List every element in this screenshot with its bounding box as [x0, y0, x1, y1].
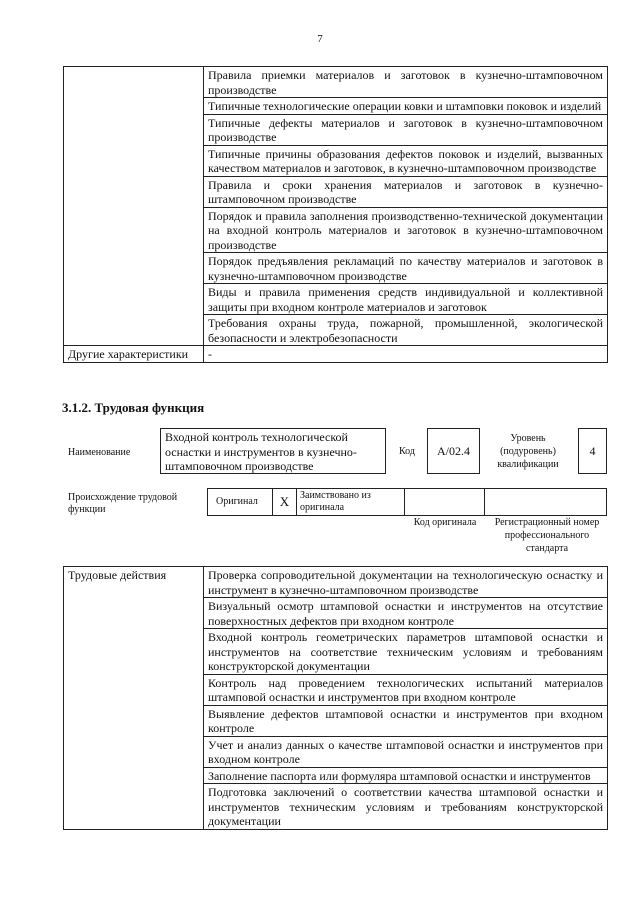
function-name-box	[160, 428, 386, 474]
labor-action-item: Визуальный осмотр штамповой оснастки и инструментов на отсутствие поверхностных дефектов при входном контроле	[204, 598, 608, 629]
borrowed-cell	[296, 488, 405, 516]
knowledge-label-cell	[64, 67, 204, 346]
table-row	[64, 67, 608, 98]
labor-action-item: Контроль над проведением технологических испытаний материалов штамповой оснастки и инструментов при входном контроле	[204, 674, 608, 705]
original-label: Оригинал	[216, 496, 258, 507]
labor-action-item: Заполнение паспорта или формуляра штамповой оснастки и инструментов	[204, 767, 608, 784]
knowledge-item: Типичные технологические операции ковки и штамповки поковок и изделий	[204, 98, 608, 115]
other-characteristics-value: -	[204, 346, 608, 363]
table-row	[64, 567, 608, 598]
knowledge-item: Правила и сроки хранения материалов и заготовок в кузнечно-штамповочном производстве	[204, 176, 608, 207]
level-label: Уровень (подуровень) квалификации	[497, 433, 559, 470]
code-original-label: Код оригинала	[413, 517, 477, 528]
reg-number-label: Регистрационный номер профессионального стандарта	[494, 517, 600, 554]
knowledge-item: Порядок и правила заполнения производственно-технической документации на входной контроль материалов и заготовок в кузнечно-штамповочном производстве	[204, 207, 608, 253]
knowledge-table	[63, 66, 608, 363]
reg-number-cell	[484, 488, 607, 516]
other-characteristics-label: Другие характеристики	[64, 346, 204, 363]
origin-label: Происхождение трудовой функции	[68, 492, 178, 515]
knowledge-item: Порядок предъявления рекламаций по качеству материалов и заготовок в кузнечно-штамповочном производстве	[204, 253, 608, 284]
knowledge-item: Типичные причины образования дефектов поковок и изделий, вызванных качеством материалов и заготовок, в кузнечно-штамповочном производстве	[204, 145, 608, 176]
function-name-value: Входной контроль технологической оснастки и инструментов в кузнечно-штамповочном производстве	[165, 430, 357, 473]
name-label: Наименование	[68, 447, 131, 458]
knowledge-item: Типичные дефекты материалов и заготовок в кузнечно-штамповочном производстве	[204, 114, 608, 145]
labor-actions-table	[63, 566, 608, 830]
page-number: 7	[317, 33, 323, 45]
code-label: Код	[399, 446, 415, 457]
code-original-cell	[404, 488, 485, 516]
code-value: A/02.4	[437, 444, 470, 458]
original-mark: X	[279, 494, 290, 509]
knowledge-item: Виды и правила применения средств индивидуальной и коллективной защиты при входном контроле материалов и заготовок	[204, 284, 608, 315]
labor-actions-label: Трудовые действия	[64, 567, 204, 830]
level-value: 4	[589, 444, 596, 458]
table-row	[64, 346, 608, 363]
level-box	[578, 428, 607, 474]
original-cell	[207, 488, 273, 516]
labor-action-item: Учет и анализ данных о качестве штамповой оснастки и инструментов при входном контроле	[204, 736, 608, 767]
labor-action-item: Входной контроль геометрических параметров штамповой оснастки и инструментов на соответствие техническим условиям и требованиям конструкторской документации	[204, 629, 608, 675]
borrowed-label: Заимствовано из оригинала	[300, 490, 371, 513]
knowledge-item: Правила приемки материалов и заготовок в кузнечно-штамповочном производстве	[204, 67, 608, 98]
labor-action-item: Проверка сопроводительной документации на технологическую оснастку и инструмент в кузнечно-штамповочном производстве	[204, 567, 608, 598]
original-mark-cell	[272, 488, 297, 516]
knowledge-item: Требования охраны труда, пожарной, промышленной, экологической безопасности и электробезопасности	[204, 315, 608, 346]
section-title: 3.1.2. Трудовая функция	[62, 400, 205, 415]
labor-action-item: Подготовка заключений о соответствии качества штамповой оснастки и инструментов техническим условиям и требованиям конструкторской документации	[204, 784, 608, 830]
labor-action-item: Выявление дефектов штамповой оснастки и инструментов при входном контроле	[204, 705, 608, 736]
code-box	[427, 428, 480, 474]
